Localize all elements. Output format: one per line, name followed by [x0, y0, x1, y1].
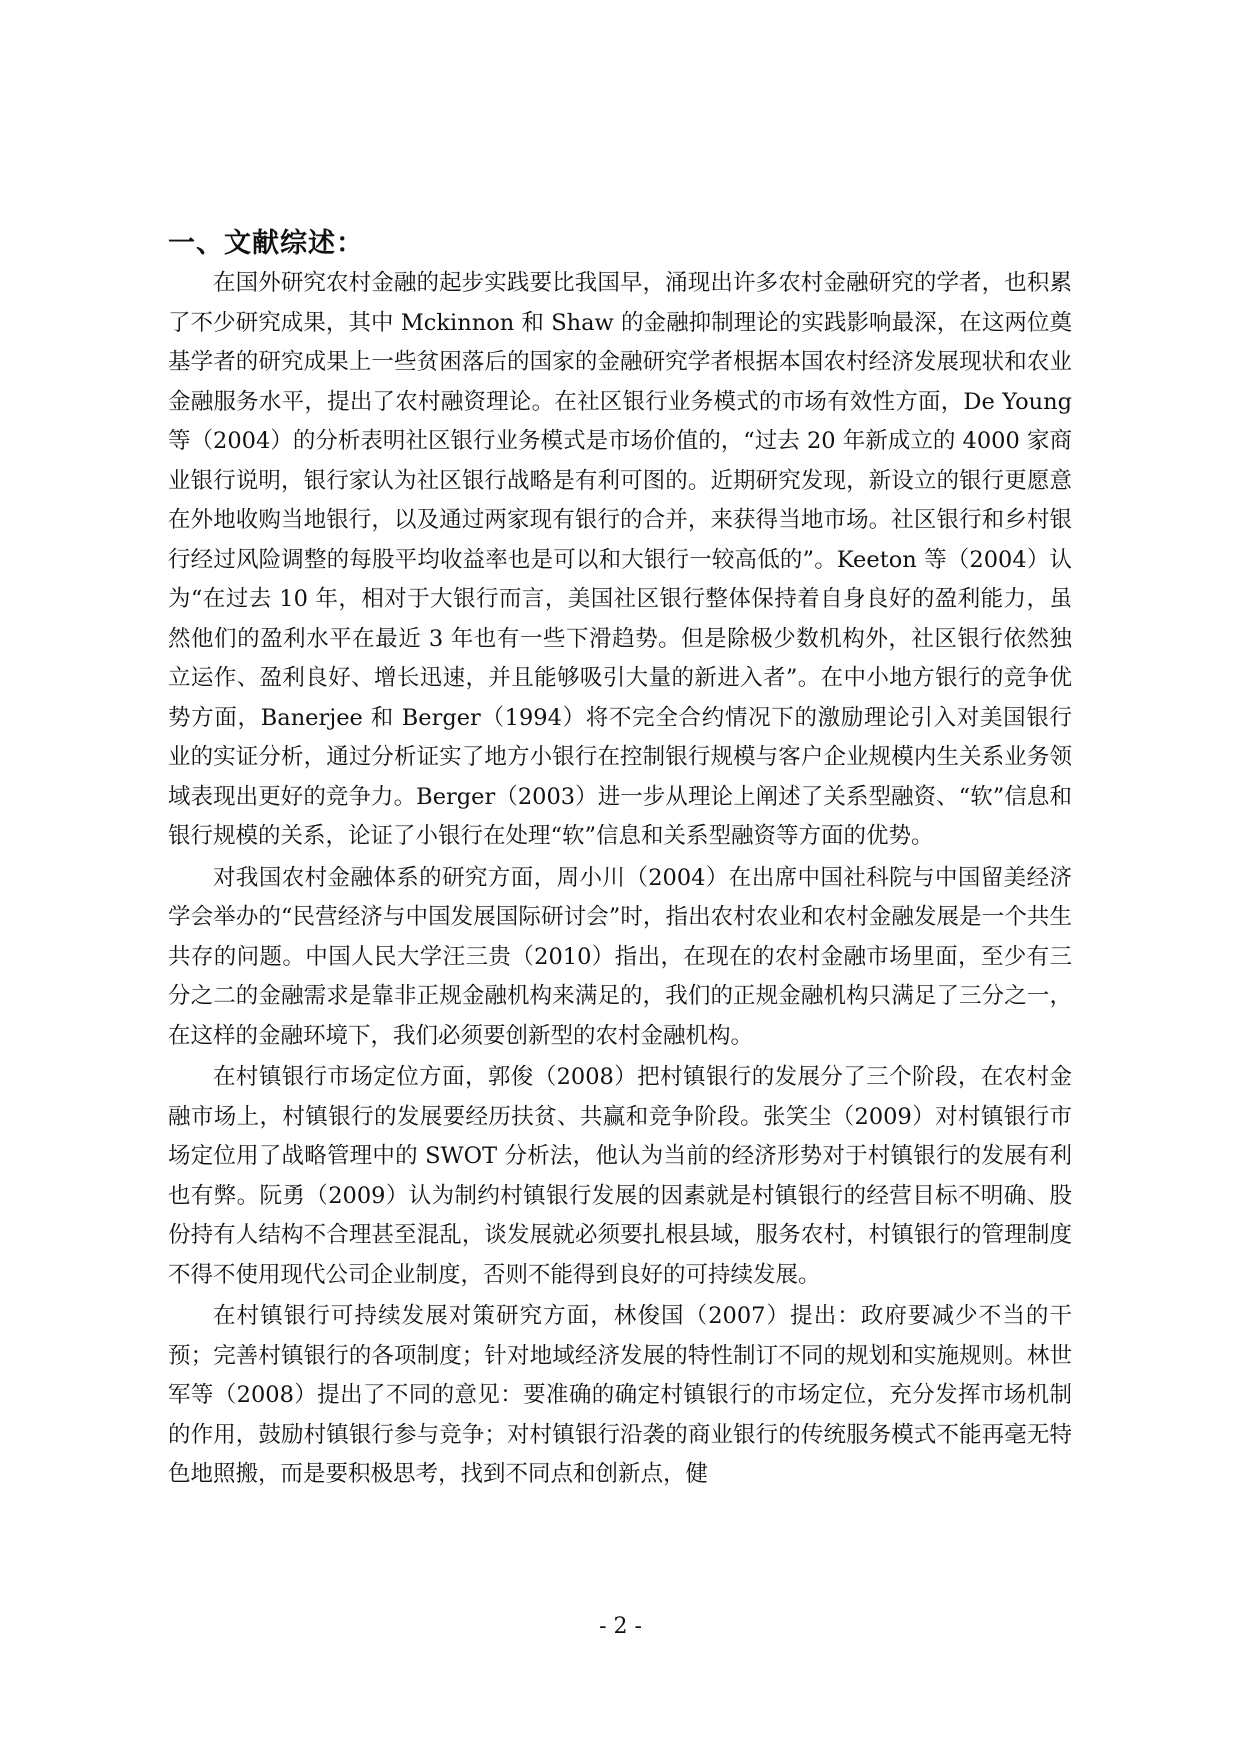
page-number: - 2 - [599, 1614, 642, 1639]
section-heading: 一、文献综述： [168, 228, 364, 259]
paragraph-foreign-research: 在国外研究农村金融的起步实践要比我国早，涌现出许多农村金融研究的学者，也积累了不少研究成果，其中 Mckinnon 和 Shaw 的金融抑制理论的实践影响最深，在这两位奠基学者的研究成果上一些贫困落后的国家的金融研究学者根据本国农村经济发展现状和农业金融服务水平，提出了农村融资理论。在社区银行业务模式的市场有效性方面，De Young 等（2004）的分析表明社区银行业务模式是市场价值的，“过去 20 年新成立的 4000 家商业银行说明，银行家认为社区银行战略是有利可图的。近期研究发现，新设立的银行更愿意在外地收购当地银行，以及通过两家现有银行的合并，来获得当地市场。社区银行和乡村银行经过风险调整的每股平均收益率也是可以和大银行一较高低的”。Keeton 等（2004）认为“在过去 10 年，相对于大银行而言，美国社区银行整体保持着自身良好的盈利能力，虽然他们的盈利水平在最近 3 年也有一些下滑趋势。但是除极少数机构外，社区银行依然独立运作、盈利良好、增长迅速，并且能够吸引大量的新进入者”。在中小地方银行的竞争优势方面，Banerjee 和 Berger（1994）将不完全合约情况下的激励理论引入对美国银行业的实证分析，通过分析证实了地方小银行在控制银行规模与客户企业规模内生关系业务领域表现出更好的竞争力。Berger（2003）进一步从理论上阐述了关系型融资、“软”信息和银行规模的关系，论证了小银行在处理“软”信息和关系型融资等方面的优势。 [168, 270, 1072, 849]
body-text [168, 264, 1072, 1497]
paragraph-domestic-research: 对我国农村金融体系的研究方面，周小川（2004）在出席中国社科院与中国留美经济学会举办的“民营经济与中国发展国际研讨会”时，指出农村农业和农村金融发展是一个共生共存的问题。中国人民大学汪三贵（2010）指出，在现在的农村金融市场里面，至少有三分之二的金融需求是靠非正规金融机构来满足的，我们的正规金融机构只满足了三分之一，在这样的金融环境下，我们必须要创新型的农村金融机构。 [168, 864, 1072, 1049]
paragraph-market-positioning: 在村镇银行市场定位方面，郭俊（2008）把村镇银行的发展分了三个阶段，在农村金融市场上，村镇银行的发展要经历扶贫、共赢和竞争阶段。张笑尘（2009）对村镇银行市场定位用了战略管理中的 SWOT 分析法，他认为当前的经济形势对于村镇银行的发展有利也有弊。阮勇（2009）认为制约村镇银行发展的因素就是村镇银行的经营目标不明确、股份持有人结构不合理甚至混乱，谈发展就必须要扎根县域，服务农村，村镇银行的管理制度不得不使用现代公司企业制度，否则不能得到良好的可持续发展。 [168, 1064, 1072, 1288]
paragraph-sustainable-development: 在村镇银行可持续发展对策研究方面，林俊国（2007）提出：政府要减少不当的干预；完善村镇银行的各项制度；针对地域经济发展的特性制订不同的规划和实施规则。林世军等（2008）提出了不同的意见：要准确的确定村镇银行的市场定位，充分发挥市场机制的作用，鼓励村镇银行参与竞争；对村镇银行沿袭的商业银行的传统服务模式不能再毫无特色地照搬，而是要积极思考，找到不同点和创新点，健 [168, 1303, 1072, 1487]
